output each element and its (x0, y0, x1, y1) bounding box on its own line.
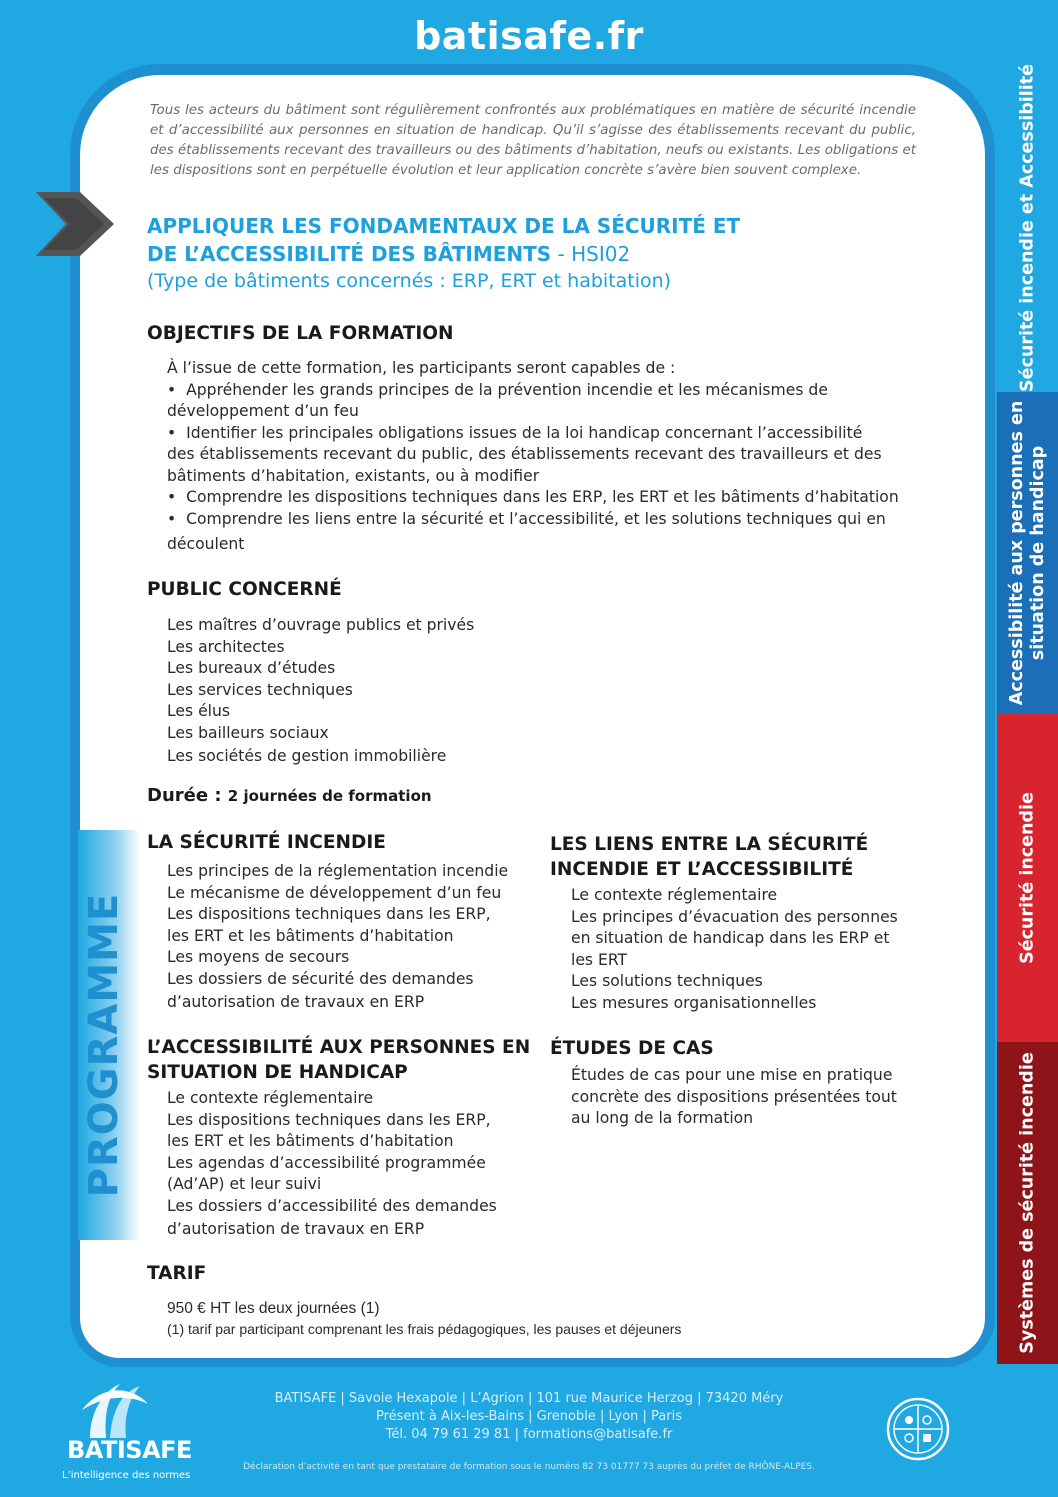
batisafe-logo-icon (60, 1380, 180, 1444)
objectifs-list: À l’issue de cette formation, les participants seront capables de : • Appréhender les grands principes de la prévention incendie et les mécanismes de développement d’un feu • Identifier les principales obligations issues de la loi handicap concernant l’accessibilité des établissements recevant du public, des établissements recevant des travailleurs et des bâtiments d’habitation, existants, ou à modifier • Comprendre les dispositions techniques dans les ERP, les ERT et les bâtiments d’habitation • Comprendre les liens entre la sécurité et l’accessibilité, et les solutions techniques qui en découlent (167, 359, 899, 553)
public-list: Les maîtres d’ouvrage publics et privés Les architectes Les bureaux d’études Les services techniques Les élus Les bailleurs sociaux Les sociétés de gestion immobilière (167, 616, 475, 765)
etudes-heading: ÉTUDES DE CAS (550, 1038, 714, 1059)
tarif-heading: TARIF (147, 1263, 207, 1284)
side-tab-accessibilite[interactable] (997, 392, 1058, 714)
footer-declaration: Déclaration d’activité en tant que prestataire de formation sous le numéro 82 73 01777 73 auprès du préfet de RHÔNE-ALPES. (243, 1462, 815, 1472)
handicap-seal-icon (885, 1396, 951, 1466)
etudes-list: Études de cas pour une mise en pratique concrète des dispositions présentées tout au long de la formation (571, 1066, 897, 1127)
logo-name: BATISAFE (67, 1436, 192, 1464)
accessibilite-heading: L’ACCESSIBILITÉ AUX PERSONNES EN SITUATION DE HANDICAP (147, 1037, 531, 1083)
tarif-note: (1) tarif par participant comprenant les frais pédagogiques, les pauses et déjeuners (167, 1321, 682, 1337)
duree: Durée : 2 journées de formation (147, 785, 432, 806)
securite-list: Les principes de la réglementation incendie Le mécanisme de développement d’un feu Les dispositions techniques dans les ERP, les ERT et les bâtiments d’habitation Les moyens de secours Les dossiers de sécurité des demandes d’autorisation de travaux en ERP (167, 862, 509, 1011)
public-heading: PUBLIC CONCERNÉ (147, 579, 342, 600)
side-tab-securite-incendie[interactable]: Sécurité incendie (997, 714, 1058, 1042)
site-title: batisafe.fr (414, 14, 644, 58)
chevron-arrow-icon (36, 192, 116, 260)
objectifs-heading: OBJECTIFS DE LA FORMATION (147, 323, 454, 344)
accessibilite-list: Le contexte réglementaire Les dispositions techniques dans les ERP, les ERT et les bâtiments d’habitation Les agendas d’accessibilité programmée (Ad’AP) et leur suivi Les dossiers d’accessibilité des demandes d’autorisation de travaux en ERP (167, 1089, 497, 1238)
logo-tagline: L’intelligence des normes (62, 1470, 191, 1481)
side-tab-securite-accessibilite[interactable]: Sécurité incendie et Accessibilité (997, 64, 1058, 392)
footer-contact: BATISAFE | Savoie Hexapole | L’Agrion | 101 rue Maurice Herzog | 73420 Méry Présent à Aix-les-Bains | Grenoble | Lyon | Paris Tél. 04 79 61 29 81 | formations@batisafe.fr (274, 1391, 784, 1442)
liens-list: Le contexte réglementaire Les principes d’évacuation des personnes en situation de handicap dans les ERP et les ERT Les solutions techniques Les mesures organisationnelles (571, 886, 898, 1012)
side-tab-accessibilite-label: Accessibilité aux personnes en situation de handicap (1006, 400, 1048, 706)
page-subtitle: (Type de bâtiments concernés : ERP, ERT et habitation) (147, 270, 672, 292)
course-code: - HSI02 (551, 242, 631, 266)
intro-text: Tous les acteurs du bâtiment sont régulièrement confrontés aux problématiques en matière de sécurité incendie et d’accessibilité aux personnes en situation de handicap. Qu’il s’agisse des établissements recevant du public, des établissements recevant des travailleurs ou des bâtiments d’habitation, neufs ou existants. Les obligations et les dispositions sont en perpétuelle évolution et leur application concrète s’avère bien souvent complexe. (150, 103, 916, 178)
tarif-price: 950 € HT les deux journées (1) (167, 1300, 380, 1317)
side-tab-ssi[interactable]: Systèmes de sécurité incendie (997, 1042, 1058, 1364)
securite-heading: LA SÉCURITÉ INCENDIE (147, 832, 386, 853)
liens-heading: LES LIENS ENTRE LA SÉCURITÉ INCENDIE ET L’ACCESSIBILITÉ (550, 834, 869, 880)
page-title: APPLIQUER LES FONDAMENTAUX DE LA SÉCURITÉ ET DE L’ACCESSIBILITÉ DES BÂTIMENTS - HSI02 (147, 214, 741, 266)
programme-label: PROGRAMME (81, 892, 127, 1198)
